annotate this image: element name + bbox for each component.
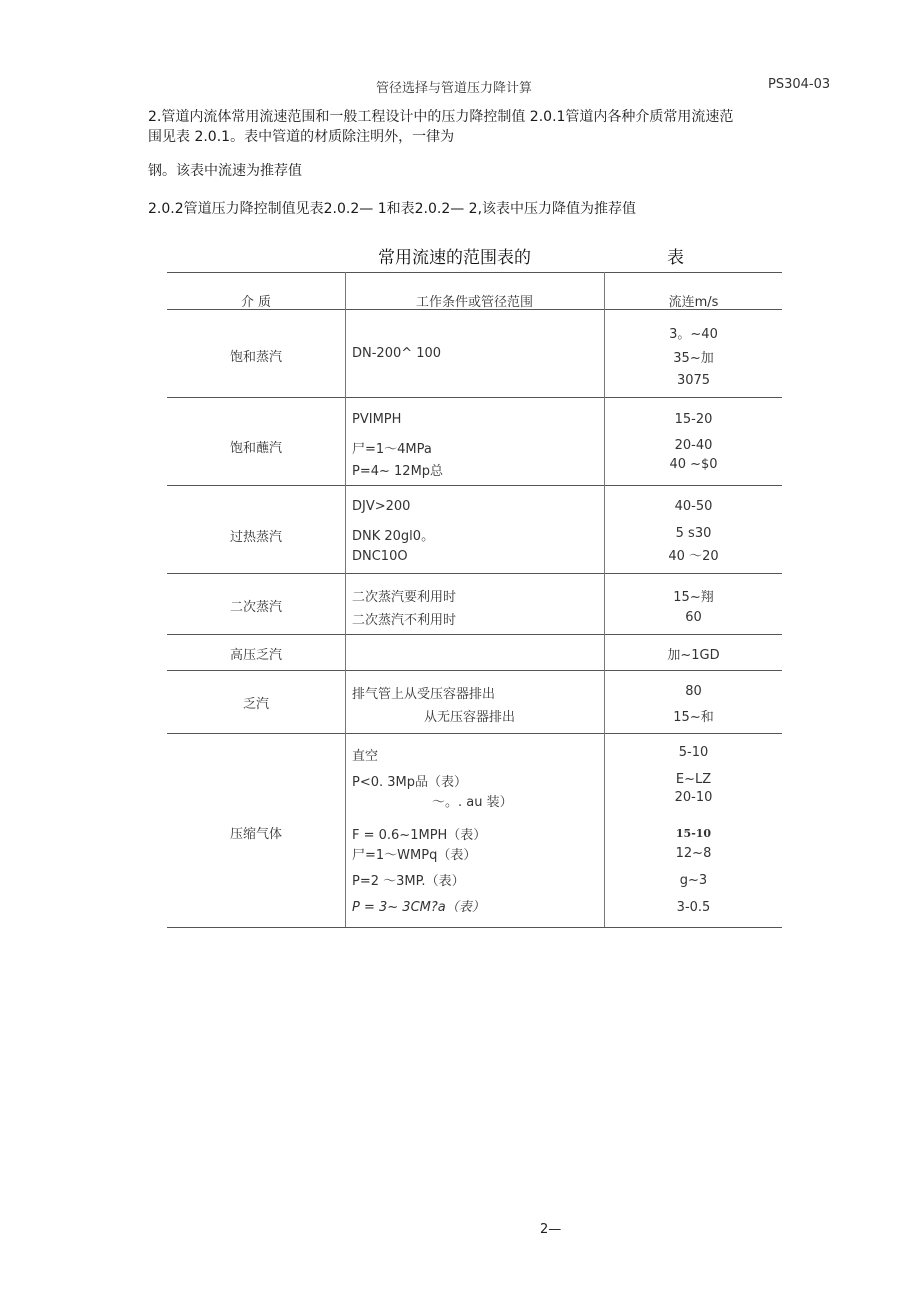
intro-paragraph-line1b: 围见表 2.0.1。表中管道的材质除注明外，一律为 xyxy=(148,129,455,145)
condition-cell: 直空 xyxy=(352,749,379,764)
speed-cell: 3-0.5 xyxy=(676,900,711,915)
speed-cell: g~3 xyxy=(679,873,708,888)
speed-cell: 12~8 xyxy=(675,846,712,861)
intro-paragraph-line2: 钢。该表中流速为推荐值 xyxy=(148,163,302,179)
speed-cell: 3。~40 xyxy=(669,327,718,342)
medium-cell: 饱和蘸汽 xyxy=(229,441,282,456)
condition-cell: 尸=1〜WMPq（表） xyxy=(352,848,477,863)
condition-cell: 尸=1〜4MPa xyxy=(352,442,432,457)
header-conditions: 工作条件或管径范围 xyxy=(415,295,533,310)
condition-cell: DN-200^ 100 xyxy=(352,346,442,361)
table-rule xyxy=(167,573,782,574)
speed-cell: 40 〜20 xyxy=(668,549,719,564)
table-title-suffix: 表 xyxy=(667,248,684,268)
speed-cell: 15~翔 xyxy=(673,590,714,605)
table-rule xyxy=(167,927,782,928)
table-rule xyxy=(167,634,782,635)
speed-cell: 15-20 xyxy=(674,412,713,427)
medium-cell: 过热蒸汽 xyxy=(229,530,282,545)
speed-cell: 15-10 xyxy=(675,827,712,840)
page-number: 2— xyxy=(540,1222,562,1237)
speed-cell: 15~和 xyxy=(673,710,714,725)
medium-cell: 高压乏汽 xyxy=(229,648,282,663)
condition-cell: DNK 20gl0。 xyxy=(352,529,435,544)
intro-paragraph-line3: 2.0.2管道压力降控制值见表2.0.2— 1和表2.0.2— 2,该表中压力降值为推荐值 xyxy=(148,201,637,217)
speed-cell: 40-50 xyxy=(674,499,713,514)
speed-cell: 35~加 xyxy=(673,351,714,366)
table-column-divider xyxy=(345,272,346,927)
header-medium: 介 质 xyxy=(240,295,272,310)
condition-cell: DNC10O xyxy=(352,549,408,564)
speed-cell: 40 ~$0 xyxy=(669,457,718,472)
table-rule xyxy=(167,670,782,671)
condition-cell: 二次蒸汽不利用时 xyxy=(352,613,457,628)
condition-cell: 从无压容器排出 xyxy=(424,710,516,725)
condition-cell: P=2 〜3MP.（表） xyxy=(352,874,465,889)
medium-cell: 二次蒸汽 xyxy=(229,600,282,615)
speed-cell: 60 xyxy=(685,610,702,625)
speed-cell: 20-40 xyxy=(674,438,713,453)
speed-cell: 5-10 xyxy=(678,745,709,760)
header-speed: 流连m/s xyxy=(668,295,719,310)
medium-cell: 饱和蒸汽 xyxy=(229,350,282,365)
medium-cell: 乏汽 xyxy=(242,697,269,712)
speed-cell: 5 s30 xyxy=(675,526,712,541)
condition-cell: P<0. 3Mp品（表） xyxy=(352,775,468,790)
speed-cell: 20-10 xyxy=(674,790,713,805)
table-rule xyxy=(167,397,782,398)
document-code: PS304-03 xyxy=(768,77,831,92)
condition-cell: 〜。. au 装） xyxy=(432,795,513,810)
table-rule xyxy=(167,485,782,486)
condition-cell: 排气管上从受压容器排出 xyxy=(352,687,496,702)
medium-cell: 压缩气体 xyxy=(229,827,282,842)
table-rule xyxy=(167,733,782,734)
table-title: 常用流速的范围表的 xyxy=(378,248,531,268)
speed-cell: 80 xyxy=(685,684,702,699)
speed-cell: 3075 xyxy=(676,373,711,388)
condition-cell: P = 3~ 3CM?a（表） xyxy=(352,900,485,915)
intro-paragraph-line1: 2.管道内流体常用流速范围和一般工程设计中的压力降控制值 2.0.1管道内各种介质常用流速范 xyxy=(148,109,734,125)
document-title: 管径选择与管道压力降计算 xyxy=(376,81,533,96)
condition-cell: PVIMPH xyxy=(352,412,402,427)
condition-cell: DJV>200 xyxy=(352,499,411,514)
speed-cell: E~LZ xyxy=(675,772,712,787)
speed-cell: 加~1GD xyxy=(667,648,720,663)
condition-cell: F = 0.6~1MPH（表） xyxy=(352,828,487,843)
table-rule xyxy=(167,272,782,273)
condition-cell: 二次蒸汽要利用时 xyxy=(352,590,457,605)
condition-cell: P=4~ 12Mp总 xyxy=(352,464,444,479)
